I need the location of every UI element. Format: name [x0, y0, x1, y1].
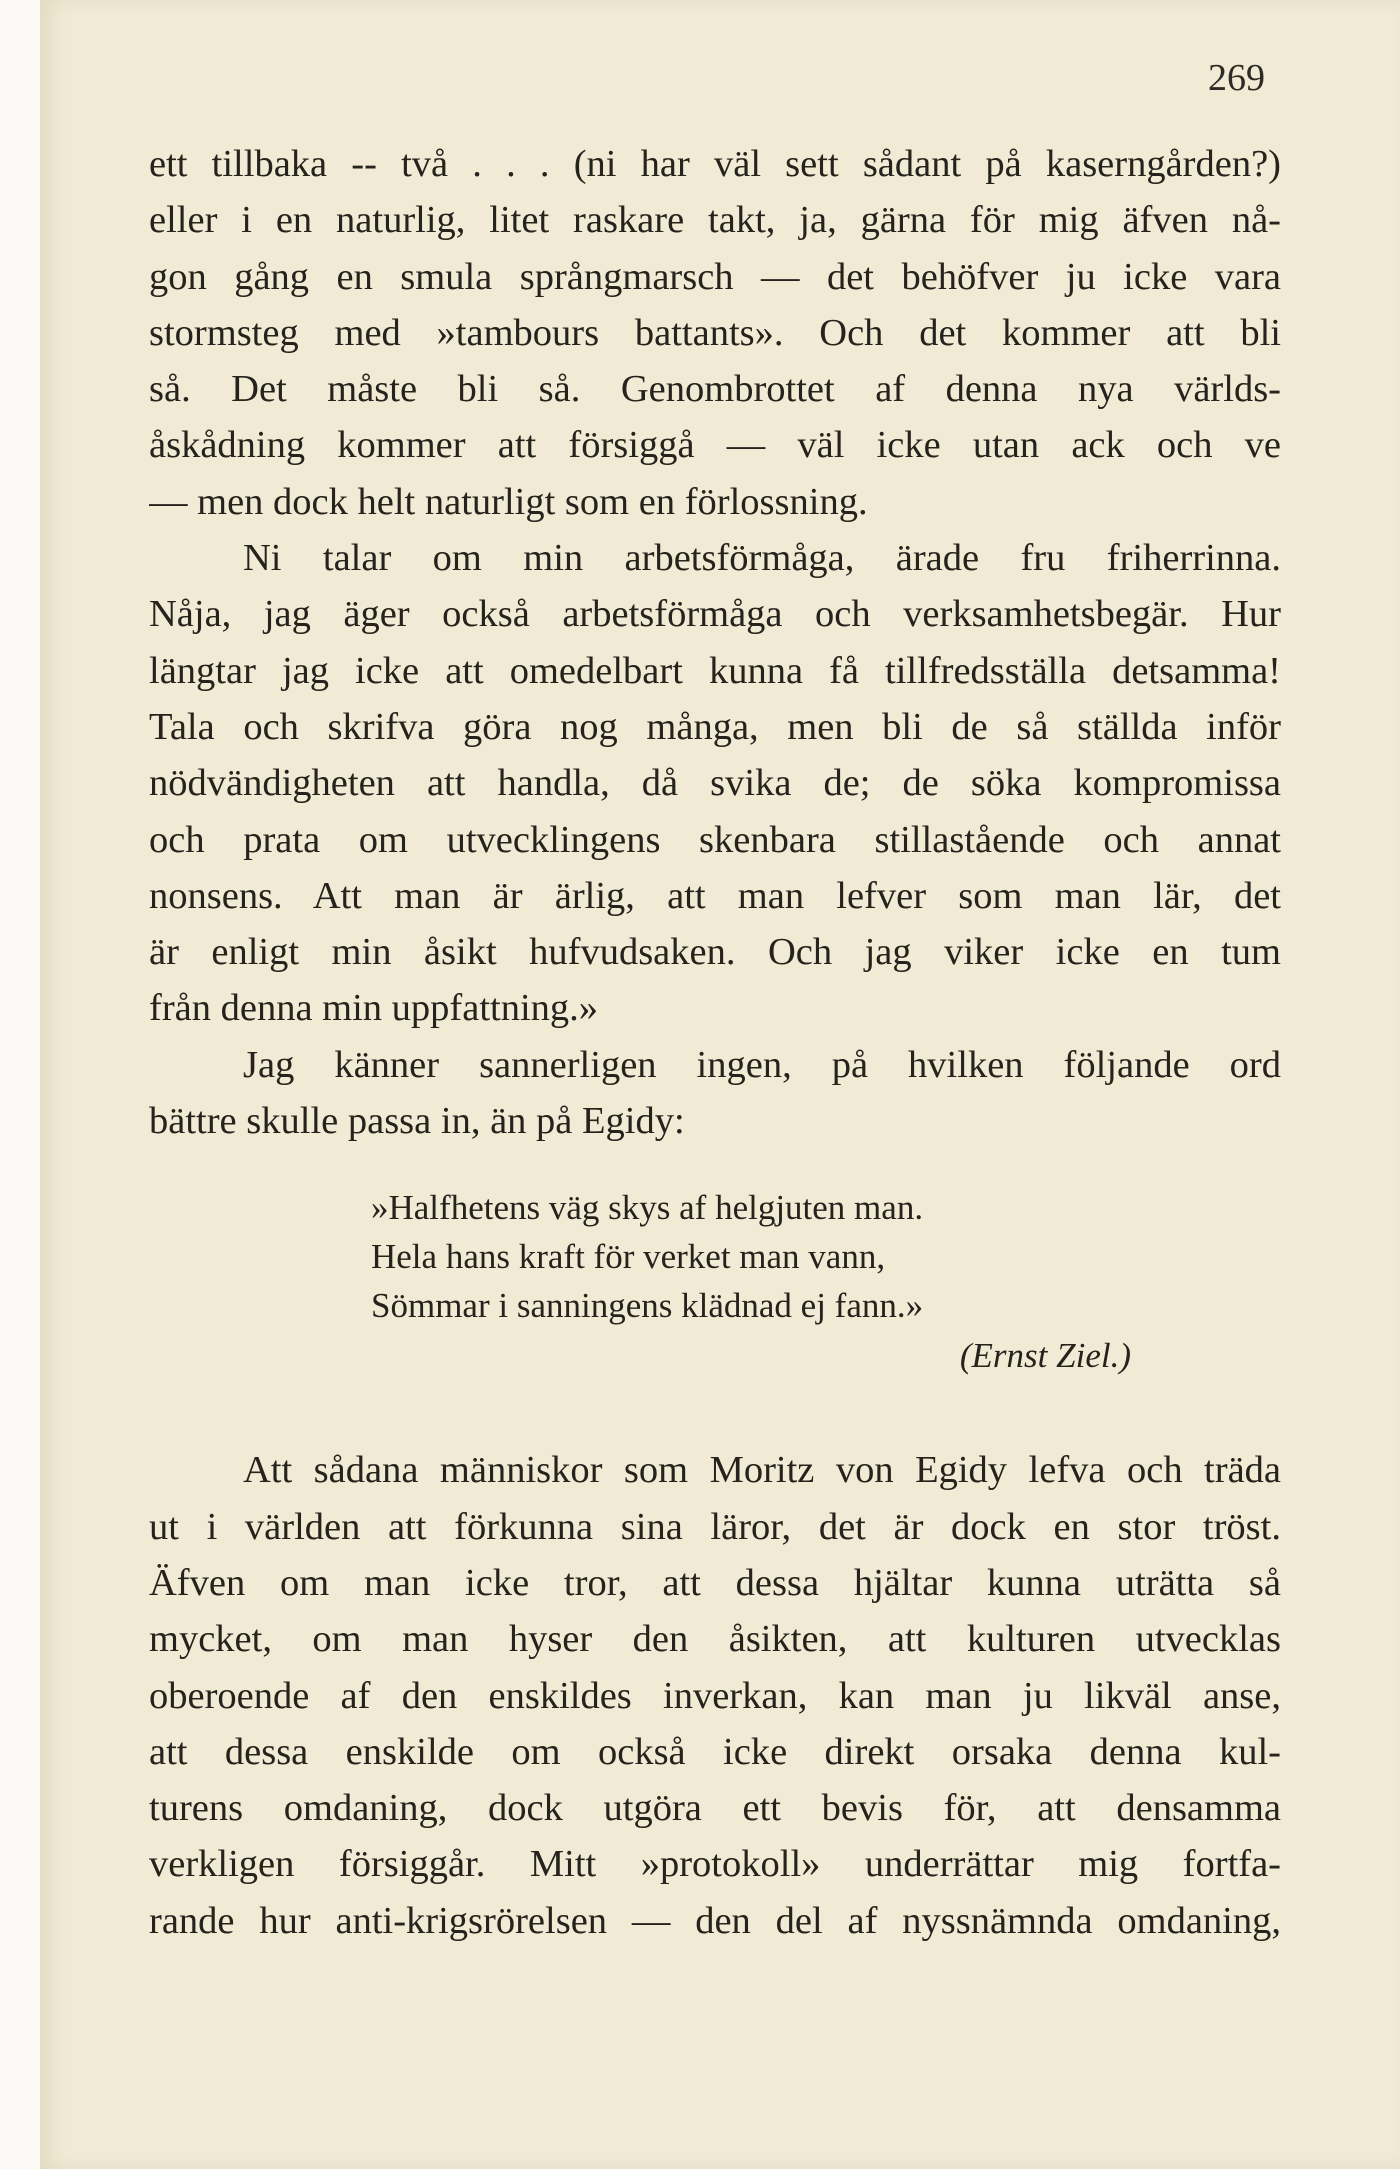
text-line: att dessa enskilde om också icke direkt orsaka denna kul-: [149, 1730, 1281, 1773]
text-line: längtar jag icke att omedelbart kunna få tillfredsställa detsamma!: [149, 649, 1281, 692]
text-line: turens omdaning, dock utgöra ett bevis för, att densamma: [149, 1787, 1281, 1830]
text-line: Nåja, jag äger också arbetsförmåga och verksamhetsbegär. Hur: [149, 593, 1281, 636]
text-line: rande hur anti-krigsrörelsen — den del af nyssnämnda omdaning,: [149, 1899, 1281, 1942]
text-line: gon gång en smula språngmarsch — det behöfver ju icke vara: [149, 255, 1281, 298]
text-line: är enligt min åsikt hufvudsaken. Och jag viker icke en tum: [149, 931, 1281, 974]
body-text: [149, 136, 1281, 1949]
poem-quote: [371, 1183, 1131, 1382]
text-line: ett tillbaka -- två . . . (ni har väl sett sådant på kaserngården?): [149, 143, 1281, 185]
text-line: och prata om utvecklingens skenbara stillastående och annat: [149, 818, 1281, 861]
text-line: — men dock helt naturligt som en förlossning.: [149, 480, 868, 523]
paragraph-4: [149, 1442, 1281, 1949]
paragraph-1: [149, 136, 1281, 530]
scan-margin: [0, 0, 40, 2169]
poem-line: Hela hans kraft för verket man vann,: [371, 1237, 886, 1277]
text-line: från denna min uppfattning.»: [149, 987, 599, 1030]
text-line: Ni talar om min arbetsförmåga, ärade fru friherrinna.: [243, 537, 1281, 580]
text-line: nödvändigheten att handla, då svika de; de söka kompromissa: [149, 762, 1281, 805]
book-page: [40, 0, 1400, 2169]
paragraph-2: [149, 530, 1281, 1037]
poem-line: Sömmar i sanningens klädnad ej fann.»: [371, 1286, 924, 1326]
text-line: nonsens. Att man är ärlig, att man lefver som man lär, det: [149, 874, 1281, 917]
text-line: Att sådana människor som Moritz von Egidy lefva och träda: [243, 1449, 1281, 1492]
poem-line: »Halfhetens väg skys af helgjuten man.: [371, 1188, 924, 1228]
text-line: ut i världen att förkunna sina läror, det är dock en stor tröst.: [149, 1505, 1281, 1548]
text-line: Jag känner sannerligen ingen, på hvilken följande ord: [243, 1043, 1281, 1086]
paragraph-3: [149, 1037, 1281, 1150]
text-line: Tala och skrifva göra nog många, men bli de så ställda inför: [149, 705, 1281, 748]
text-line: så. Det måste bli så. Genombrottet af denna nya världs-: [149, 368, 1281, 411]
text-line: verkligen försiggår. Mitt »protokoll» underrättar mig fortfa-: [149, 1843, 1281, 1886]
text-line: eller i en naturlig, litet raskare takt, ja, gärna för mig äfven nå-: [149, 199, 1281, 242]
text-line: Äfven om man icke tror, att dessa hjältar kunna uträtta så: [149, 1561, 1281, 1604]
page-number: 269: [1208, 57, 1265, 99]
text-line: mycket, om man hyser den åsikten, att kulturen utvecklas: [149, 1618, 1281, 1661]
poem-attribution: (Ernst Ziel.): [959, 1336, 1131, 1376]
text-line: åskådning kommer att försiggå — väl icke utan ack och ve: [149, 424, 1281, 467]
text-line: oberoende af den enskildes inverkan, kan man ju likväl anse,: [149, 1674, 1281, 1717]
text-line: stormsteg med »tambours battants». Och det kommer att bli: [149, 311, 1281, 354]
text-line: bättre skulle passa in, än på Egidy:: [149, 1100, 685, 1143]
